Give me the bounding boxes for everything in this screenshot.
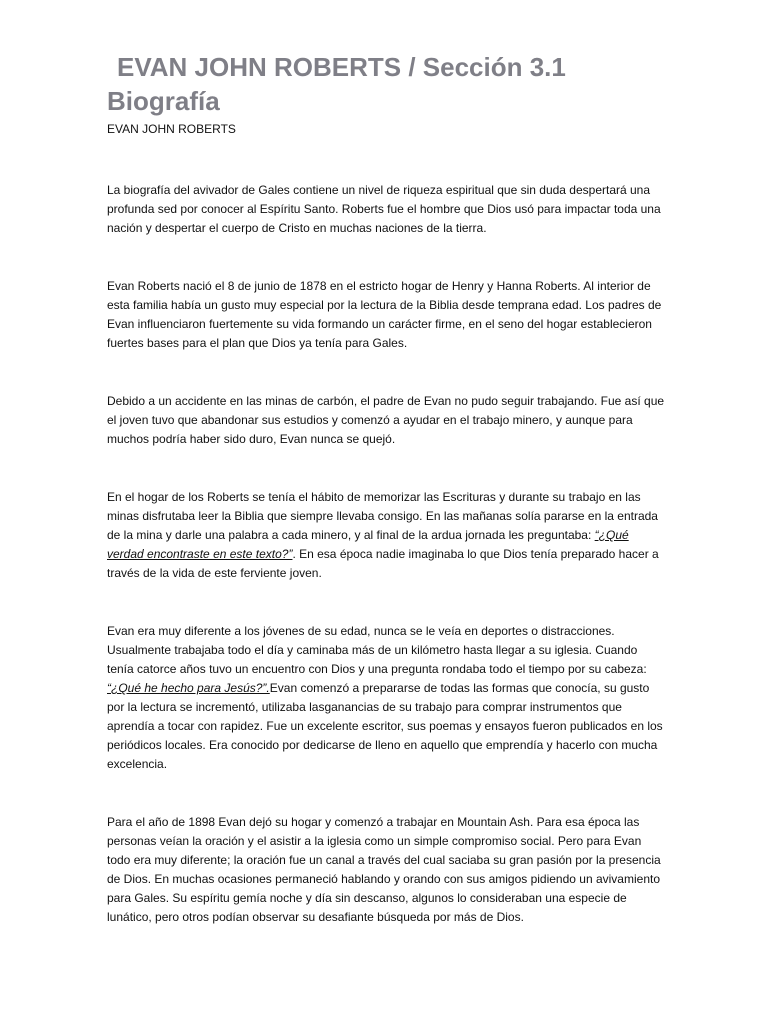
paragraph-6: Para el año de 1898 Evan dejó su hogar y comenzó a trabajar en Mountain Ash. Para esa época las personas veían la oración y el asistir a la iglesia como un simple compromiso social. Pero para Evan todo era muy diferente; la oración fue un canal a través del cual saciaba su gran pasión por la presencia de Dios. En muchas ocasiones permaneció hablando y orando con sus amigos pidiendo un avivamiento para Gales. Su espíritu gemía noche y día sin descanso, algunos lo consideraban una especie de lunático, pero otros podían observar su desafiante búsqueda por más de Dios. (107, 815, 661, 924)
document-page (107, 50, 667, 927)
paragraph-5-quote: “¿Qué he hecho para Jesús?”. (107, 681, 270, 695)
title-line-2: Biografía (107, 86, 220, 116)
paragraph-5 (107, 622, 667, 774)
page-title (107, 50, 667, 118)
paragraph-1: La biografía del avivador de Gales contiene un nivel de riqueza espiritual que sin duda despertará una profunda sed por conocer al Espíritu Santo. Roberts fue el hombre que Dios usó para impactar toda una nación y despertar el cuerpo de Cristo en muchas naciones de la tierra. (107, 183, 661, 235)
subtitle: EVAN JOHN ROBERTS (107, 122, 236, 136)
paragraph-5-text-a: Evan era muy diferente a los jóvenes de su edad, nunca se le veía en deportes o distracciones. Usualmente trabajaba todo el día y caminaba más de un kilómetro hasta llegar a su iglesia. Cuando tenía catorce años tuvo un encuentro con Dios y una pregunta rondaba todo el tiempo por su cabeza: (107, 624, 647, 676)
paragraph-4-quote: “¿Qué verdad encontraste en este texto?” (107, 528, 629, 561)
paragraph-2: Evan Roberts nació el 8 de junio de 1878 en el estricto hogar de Henry y Hanna Roberts. Al interior de esta familia había un gusto muy especial por la lectura de la Biblia desde temprana edad. Los padres de Evan influenciaron fuertemente su vida formando un carácter firme, en el seno del hogar establecieron fuertes bases para el plan que Dios ya tenía para Gales. (107, 279, 662, 350)
paragraph-5-text-b: Evan comenzó a prepararse de todas las formas que conocía, su gusto por la lectura se incrementó, utilizaba lasganancias de su trabajo para comprar instrumentos que aprendía a tocar con rapidez. Fue un excelente escritor, sus poemas y ensayos fueron publicados en los periódicos locales. Era conocido por dedicarse de lleno en aquello que emprendía y hacerlo con mucha excelencia. (107, 681, 663, 771)
paragraph-4-text-b: . En esa época nadie imaginaba lo que Dios tenía preparado hacer a través de la vida de este ferviente joven. (107, 547, 659, 580)
paragraph-4-text-a: En el hogar de los Roberts se tenía el hábito de memorizar las Escrituras y durante su trabajo en las minas disfrutaba leer la Biblia que siempre llevaba consigo. En las mañanas solía pararse en la entrada de la mina y darle una palabra a cada minero, y al final de la ardua jornada les preguntaba: (107, 490, 658, 542)
paragraph-3: Debido a un accidente en las minas de carbón, el padre de Evan no pudo seguir trabajando. Fue así que el joven tuvo que abandonar sus estudios y comenzó a ayudar en el trabajo minero, y aunque para muchos podría haber sido duro, Evan nunca se quejó. (107, 394, 665, 446)
title-line-1: EVAN JOHN ROBERTS / Sección 3.1 (117, 52, 566, 82)
paragraph-4 (107, 488, 667, 583)
